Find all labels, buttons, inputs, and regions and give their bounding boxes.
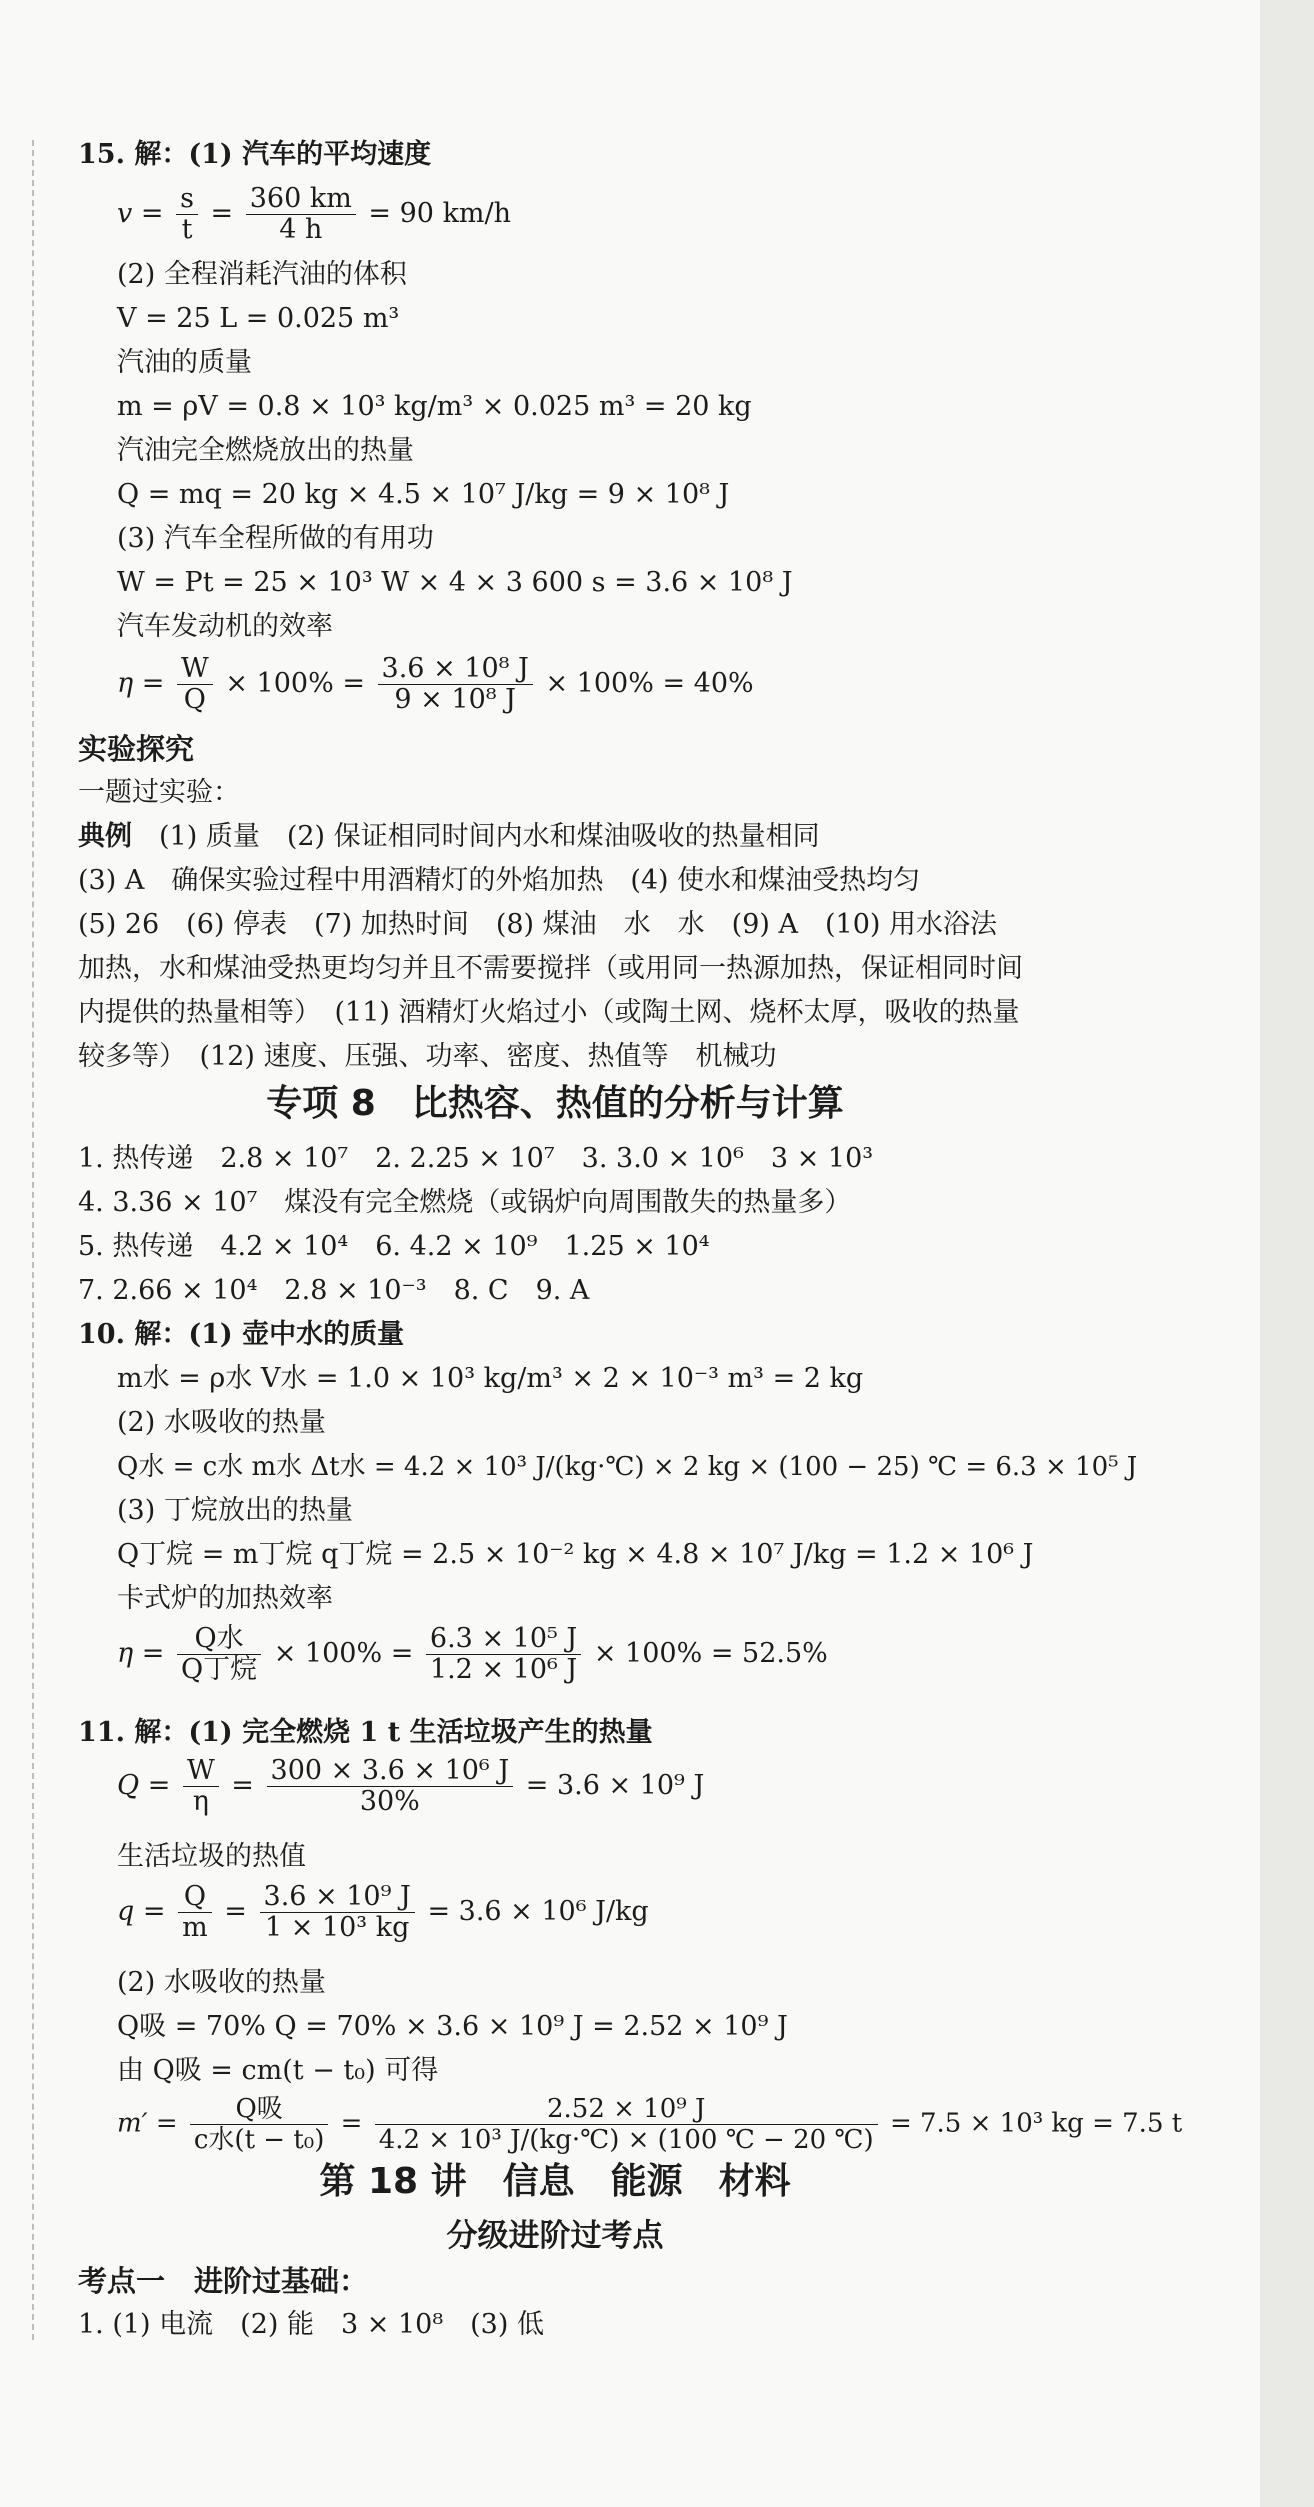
formula-mass: m = ρV = 0.8 × 10³ kg/m³ × 0.025 m³ = 20 kg [117,391,752,422]
margin-divider [32,140,34,2340]
formula-heat: Q = mq = 20 kg × 4.5 × 10⁷ J/kg = 9 × 10⁸ J [117,479,730,510]
formula-garbage-heat [117,1756,704,1817]
step-2-label: (2) 水吸收的热量 [117,1407,326,1438]
problem-15-heading: 15. 解：(1) 汽车的平均速度 [78,139,432,170]
text-line: 较多等） (12) 速度、压强、功率、密度、热值等 机械功 [78,1041,777,1072]
numerator: W [177,654,213,685]
text-line: (5) 26 (6) 停表 (7) 加热时间 (8) 煤油 水 水 (9) A (10) 用水浴法 [78,909,998,940]
text-line: 卡式炉的加热效率 [117,1583,333,1614]
fraction [178,1882,212,1943]
step-2-label: (2) 水吸收的热量 [117,1967,326,1998]
denominator: 1 × 10³ kg [264,1912,410,1943]
text-line: 汽油的质量 [117,347,252,378]
answer-line: 1. (1) 电流 (2) 能 3 × 10⁸ (3) 低 [78,2309,544,2340]
formula-heat-value [117,1882,649,1943]
formula-result: = 3.6 × 10⁹ J [525,1770,705,1801]
numerator: 3.6 × 10⁸ J [378,654,533,685]
equals-sign: = [210,198,234,229]
denominator: 9 × 10⁸ J [394,684,516,715]
text-line: (3) A 确保实验过程中用酒精灯的外焰加热 (4) 使水和煤油受热均匀 [78,865,921,896]
fraction [375,2094,878,2155]
fraction [267,1756,514,1817]
step-3-label: (3) 汽车全程所做的有用功 [117,523,434,554]
formula-result: × 100% = 40% [545,668,754,699]
denominator: 4 h [279,214,323,245]
formula-water-mass: m水 = ρ水 V水 = 1.0 × 10³ kg/m³ × 2 × 10⁻³ m³ = 2 kg [117,1363,864,1394]
formula-volume: V = 25 L = 0.025 m³ [117,303,400,334]
section-heading: 实验探究 [78,732,195,766]
formula-water-mass-result [117,2094,1182,2155]
equals-sign: = [340,2108,363,2139]
formula-middle: × 100% = [273,1638,414,1669]
numerator: s [176,184,198,215]
denominator: Q [183,684,206,715]
text-line: 一题过实验： [78,777,240,808]
numerator: 3.6 × 10⁹ J [260,1882,415,1913]
fraction [260,1882,415,1943]
equals-sign: = [224,1896,247,1927]
example-line [78,820,820,854]
formula-prefix: η = [117,668,165,699]
section-title: 专项 8 比热容、热值的分析与计算 [266,1083,844,1124]
fraction [177,1624,261,1685]
text-line: 加热，水和煤油受热更均匀并且不需要搅拌（或用同一热源加热，保证相同时间 [78,953,1023,984]
numerator: 6.3 × 10⁵ J [426,1624,581,1655]
formula-prefix: η = [117,1638,165,1669]
formula-result: = 90 km/h [368,198,512,229]
fraction [190,2094,328,2155]
text-line: 由 Q吸 = cm(t − t₀) 可得 [117,2055,439,2086]
formula-prefix: q = [117,1896,166,1927]
text-line: 汽车发动机的效率 [117,611,333,642]
denominator: c水(t − t₀) [193,2125,325,2155]
denominator: 30% [359,1786,420,1817]
formula-efficiency [117,654,754,715]
denominator: m [182,1912,208,1943]
section-heading: 考点一 进阶过基础： [78,2264,369,2298]
step-3-label: (3) 丁烷放出的热量 [117,1495,353,1526]
fraction [183,1756,219,1817]
formula-prefix: v = [117,198,164,229]
text-line: 内提供的热量相等） (11) 酒精灯火焰过小（或陶土网、烧杯太厚，吸收的热量 [78,997,1020,1028]
answer-line: 7. 2.66 × 10⁴ 2.8 × 10⁻³ 8. C 9. A [78,1275,590,1306]
fraction [426,1624,581,1685]
fraction [246,184,356,245]
formula-absorbed-heat: Q吸 = 70% Q = 70% × 3.6 × 10⁹ J = 2.52 × 10⁹ J [117,2011,788,2042]
formula-butane-heat: Q丁烷 = m丁烷 q丁烷 = 2.5 × 10⁻² kg × 4.8 × 10⁷ J/kg = 1.2 × 10⁶ J [117,1539,1034,1570]
numerator: 2.52 × 10⁹ J [375,2094,878,2125]
problem-11-heading: 11. 解：(1) 完全燃烧 1 t 生活垃圾产生的热量 [78,1717,653,1748]
text-line: 汽油完全燃烧放出的热量 [117,435,414,466]
formula-average-speed [117,184,511,245]
numerator: Q水 [177,1624,261,1655]
formula-water-heat: Q水 = c水 m水 Δt水 = 4.2 × 10³ J/(kg·℃) × 2 kg × (100 − 25) ℃ = 6.3 × 10⁵ J [117,1452,1138,1482]
denominator: 1.2 × 10⁶ J [429,1654,578,1685]
problem-10-heading: 10. 解：(1) 壶中水的质量 [78,1319,405,1350]
formula-middle: × 100% = [225,668,365,699]
denominator: t [181,214,193,245]
formula-result: × 100% = 52.5% [593,1638,828,1669]
formula-result: = 3.6 × 10⁶ J/kg [427,1896,649,1927]
denominator: 4.2 × 10³ J/(kg·℃) × (100 ℃ − 20 ℃) [378,2125,874,2155]
example-label: 典例 [78,821,132,852]
numerator: Q [178,1882,212,1913]
denominator: Q丁烷 [180,1654,258,1685]
numerator: 360 km [246,184,356,215]
lecture-title: 第 18 讲 信息 能源 材料 [319,2161,791,2202]
equals-sign: = [231,1770,254,1801]
answer-line: 1. 热传递 2.8 × 10⁷ 2. 2.25 × 10⁷ 3. 3.0 × 10⁶ 3 × 10³ [78,1143,874,1174]
formula-prefix: m′ = [117,2108,178,2139]
lecture-subtitle: 分级进阶过考点 [446,2218,664,2254]
fraction [378,654,533,715]
fraction [177,654,213,715]
formula-work: W = Pt = 25 × 10³ W × 4 × 3 600 s = 3.6 × 10⁸ J [117,567,793,598]
numerator: 300 × 3.6 × 10⁶ J [267,1756,514,1787]
text-line: 生活垃圾的热值 [117,1841,306,1872]
fraction [176,184,198,245]
answer-line: 4. 3.36 × 10⁷ 煤没有完全燃烧（或锅炉向周围散失的热量多） [78,1187,852,1218]
denominator: η [192,1786,209,1817]
formula-stove-efficiency [117,1624,828,1685]
numerator: Q吸 [190,2094,328,2125]
numerator: W [183,1756,219,1787]
page-edge [1260,0,1314,2507]
formula-result: = 7.5 × 10³ kg = 7.5 t [889,2108,1183,2139]
answer-line: 5. 热传递 4.2 × 10⁴ 6. 4.2 × 10⁹ 1.25 × 10⁴ [78,1231,710,1262]
example-text: (1) 质量 (2) 保证相同时间内水和煤油吸收的热量相同 [159,821,820,852]
formula-prefix: Q = [117,1770,171,1801]
step-2-label: (2) 全程消耗汽油的体积 [117,259,407,290]
